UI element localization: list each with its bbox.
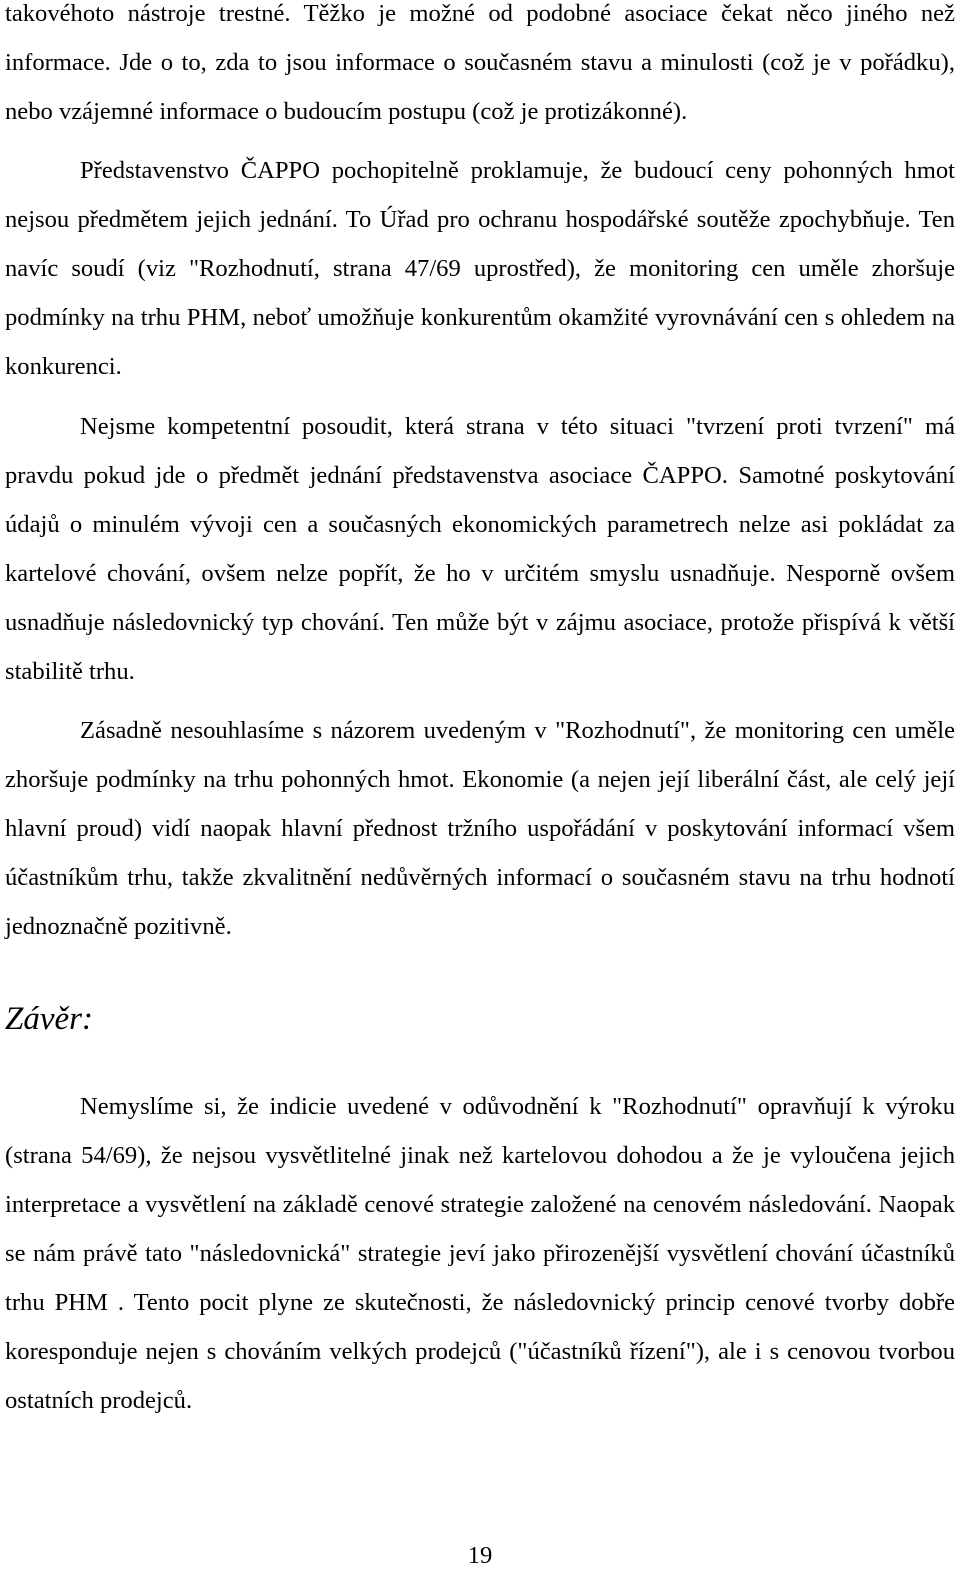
paragraph-4: Zásadně nesouhlasíme s názorem uvedeným v "Rozhodnutí", že monitoring cen uměle zhoršuje podmínky na trhu pohonných hmot. Ekonomie (a nejen její liberální část, ale celý její hlavní proud) vidí naopak hlavní přednost tržního uspořádání v poskytování informací všem účastníkům trhu, takže zkvalitnění nedůvěrných informací o současném stavu na trhu hodnotí jednoznačně pozitivně.: [5, 717, 955, 940]
paragraph-3: Nejsme kompetentní posoudit, která strana v této situaci "tvrzení proti tvrzení" má pravdu pokud jde o předmět jednání představenstva asociace ČAPPO. Samotné poskytování údajů o minulém vývoji cen a současných ekonomických parametrech nelze asi pokládat za kartelové chování, ovšem nelze popřít, že ho v určitém smyslu usnadňuje. Nesporně ovšem usnadňuje následovnický typ chování. Ten může být v zájmu asociace, protože přispívá k větší stabilitě trhu.: [5, 413, 955, 685]
paragraph-2: Představenstvo ČAPPO pochopitelně proklamuje, že budoucí ceny pohonných hmot nejsou předmětem jejich jednání. To Úřad pro ochranu hospodářské soutěže zpochybňuje. Ten navíc soudí (viz "Rozhodnutí, strana 47/69 uprostřed), že monitoring cen uměle zhoršuje podmínky na trhu PHM, neboť umožňuje konkurentům okamžité vyrovnávání cen s ohledem na konkurenci.: [5, 157, 955, 380]
conclusion-paragraph: Nemyslíme si, že indicie uvedené v odůvodnění k "Rozhodnutí" opravňují k výroku (strana 54/69), že nejsou vysvětlitelné jinak než kartelovou dohodou a že je vyloučena jejich interpretace a vysvětlení na základě cenové strategie založené na cenovém následování. Naopak se nám právě tato "následovnická" strategie jeví jako přirozenější vysvětlení chování účastníků trhu PHM . Tento pocit plyne ze skutečnosti, že následovnický princip cenové tvorby dobře koresponduje nejen s chováním velkých prodejců ("účastníků řízení"), ale i s cenovou tvorbou ostatních prodejců.: [5, 1093, 955, 1414]
paragraph-1: takovéhoto nástroje trestné. Těžko je možné od podobné asociace čekat něco jiného než informace. Jde o to, zda to jsou informace o současném stavu a minulosti (což je v pořádku), nebo vzájemné informace o budoucím postupu (což je protizákonné).: [5, 0, 955, 125]
page-number: 19: [467, 1542, 493, 1569]
conclusion-heading: Závěr:: [5, 1001, 93, 1037]
